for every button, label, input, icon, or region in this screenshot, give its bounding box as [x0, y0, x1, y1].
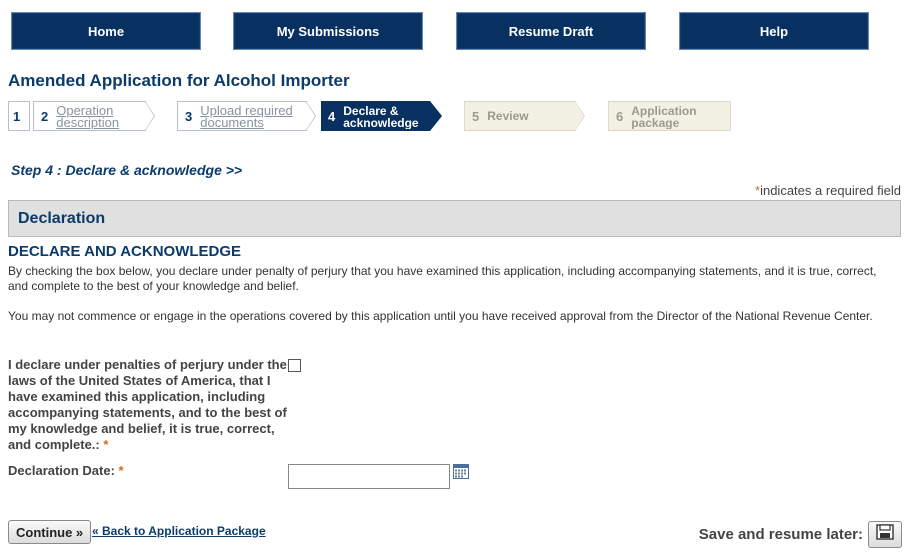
nav-resume-draft-button[interactable]: Resume Draft [456, 12, 646, 50]
save-disk-icon [876, 524, 894, 545]
step-6 [608, 101, 731, 131]
step-number: 5 [472, 108, 480, 124]
declaration-date-input[interactable] [288, 464, 450, 489]
step-label: Declare & acknowledge [343, 104, 419, 129]
save-button[interactable] [868, 521, 902, 548]
required-star: * [103, 437, 109, 452]
date-label-text: Declaration Date: [8, 463, 115, 478]
step-number: 1 [13, 108, 21, 124]
step-label: Upload required documents [200, 103, 293, 129]
step-2[interactable] [33, 101, 146, 131]
step-label: Review [487, 109, 529, 123]
declaration-paragraph: By checking the box below, you declare under penalty of perjury that you have examined this application, including accompanying statements, and it is true, correct, and complete to the best of your knowledge and belief. [8, 264, 877, 293]
declaration-checkbox-label [8, 357, 288, 453]
step-5 [464, 101, 576, 131]
nav-my-submissions-button[interactable]: My Submissions [233, 12, 423, 50]
step-number: 2 [41, 108, 49, 124]
page-title: Amended Application for Alcohol Importer [8, 71, 350, 90]
step-number: 3 [185, 108, 193, 124]
step-heading: Step 4 : Declare & acknowledge >> [11, 162, 243, 178]
back-to-application-package-link[interactable]: « Back to Application Package [92, 524, 266, 538]
calendar-icon[interactable] [453, 464, 469, 479]
required-star: * [118, 463, 124, 478]
save-resume-label: Save and resume later: [698, 526, 863, 543]
required-field-note [755, 183, 901, 198]
continue-button[interactable]: Continue » [8, 520, 91, 544]
declaration-date-label [8, 463, 124, 478]
step-number: 4 [328, 108, 336, 124]
required-note-text: indicates a required field [760, 183, 901, 198]
section-title: Declaration [18, 209, 106, 227]
step-4-current [321, 101, 430, 131]
section-header-declaration [8, 200, 901, 237]
nav-home-button[interactable]: Home [11, 12, 201, 50]
step-label: Operation description [56, 103, 120, 129]
step-1[interactable] [8, 101, 30, 131]
required-star: * [755, 183, 761, 198]
declaration-label-text: I declare under penalties of perjury under the laws of the United States of America, that I have examined this application, including accompanying statements, and to the best of my knowledge and belief, it is true, correct, and complete.: [8, 357, 287, 452]
approval-paragraph: You may not commence or engage in the operations covered by this application until you have received approval from the Director of the National Revenue Center. [8, 309, 873, 323]
step-number: 6 [616, 108, 624, 124]
step-label: Application package [631, 104, 697, 129]
declare-title: DECLARE AND ACKNOWLEDGE [8, 243, 242, 260]
declaration-checkbox[interactable] [288, 359, 301, 372]
step-3[interactable] [177, 101, 307, 131]
nav-help-button[interactable]: Help [679, 12, 869, 50]
